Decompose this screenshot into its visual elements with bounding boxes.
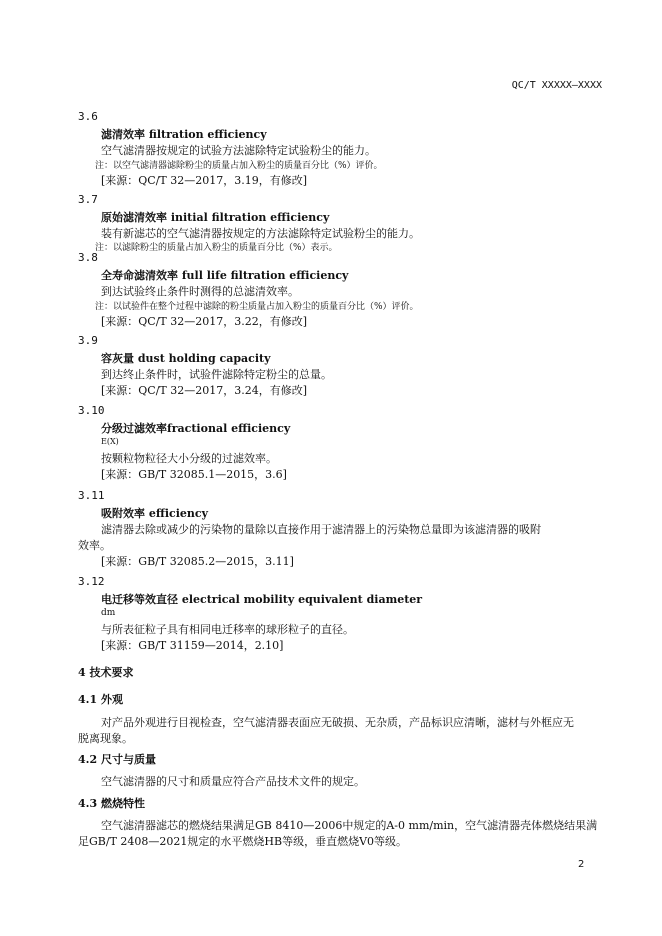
term-number: 3.12 bbox=[78, 575, 105, 588]
page-number: 2 bbox=[578, 859, 585, 870]
term-number: 3.7 bbox=[78, 193, 98, 206]
term-definition: 到达终止条件时，试验件滤除特定粉尘的总量。 bbox=[101, 368, 332, 381]
term-title: 吸附效率 efficiency bbox=[101, 507, 208, 520]
term-note: 注：以空气滤清器滤除粉尘的质量占加入粉尘的质量百分比（%）评价。 bbox=[95, 161, 383, 171]
term-title: 分级过滤效率fractional efficiency bbox=[101, 422, 291, 435]
subsection-heading: 4.1 外观 bbox=[78, 693, 123, 706]
subsection-heading: 4.3 燃烧特性 bbox=[78, 797, 145, 810]
term-source: [来源：QC/T 32—2017，3.19，有修改] bbox=[101, 174, 308, 187]
term-number: 3.8 bbox=[78, 251, 98, 264]
term-number: 3.10 bbox=[78, 404, 105, 417]
paragraph-line: 脱离现象。 bbox=[78, 732, 133, 745]
term-note: 注：以试验件在整个过程中滤除的粉尘质量占加入粉尘的质量百分比（%）评价。 bbox=[95, 302, 419, 312]
term-number: 3.9 bbox=[78, 334, 98, 347]
term-title: 全寿命滤清效率 full life filtration efficiency bbox=[101, 269, 349, 282]
term-number: 3.6 bbox=[78, 110, 98, 123]
term-note: 注：以滤除粉尘的质量占加入粉尘的质量百分比（%）表示。 bbox=[95, 243, 338, 253]
term-title: 原始滤清效率 initial filtration efficiency bbox=[101, 211, 330, 224]
term-definition: 装有新滤芯的空气滤清器按规定的方法滤除特定试验粉尘的能力。 bbox=[101, 227, 420, 240]
term-definition: 滤清器去除或减少的污染物的量除以直接作用于滤清器上的污染物总量即为该滤清器的吸附 bbox=[101, 523, 541, 536]
term-source: [来源：QC/T 32—2017，3.24，有修改] bbox=[101, 384, 308, 397]
term-title: 滤清效率 filtration efficiency bbox=[101, 128, 267, 141]
term-source: [来源：GB/T 32085.1—2015，3.6] bbox=[101, 468, 287, 481]
term-definition: 按颗粒物粒径大小分级的过滤效率。 bbox=[101, 452, 277, 465]
section-heading: 4 技术要求 bbox=[78, 666, 134, 679]
term-source: [来源：GB/T 32085.2—2015，3.11] bbox=[101, 555, 294, 568]
paragraph-line: 足GB/T 2408—2021规定的水平燃烧HB等级，垂直燃烧V0等级。 bbox=[78, 835, 408, 848]
paragraph-line: 对产品外观进行目视检查，空气滤清器表面应无破损、无杂质，产品标识应清晰，滤材与外框应无 bbox=[101, 716, 574, 729]
term-number: 3.11 bbox=[78, 489, 105, 502]
term-definition: 到达试验终止条件时测得的总滤清效率。 bbox=[101, 285, 299, 298]
term-definition: 空气滤清器按规定的试验方法滤除特定试验粉尘的能力。 bbox=[101, 144, 376, 157]
term-symbol: dm bbox=[101, 608, 116, 618]
paragraph-line: 空气滤清器的尺寸和质量应符合产品技术文件的规定。 bbox=[101, 775, 365, 788]
paragraph-line: 空气滤清器滤芯的燃烧结果满足GB 8410—2006中规定的A-0 mm/min，空气滤清器壳体燃烧结果满 bbox=[101, 819, 598, 832]
subsection-heading: 4.2 尺寸与质量 bbox=[78, 753, 156, 766]
term-definition-continued: 效率。 bbox=[78, 539, 111, 552]
term-symbol: E(X) bbox=[101, 437, 119, 446]
document-id-header: QC/T XXXXX—XXXX bbox=[511, 80, 602, 91]
term-definition: 与所表征粒子具有相同电迁移率的球形粒子的直径。 bbox=[101, 623, 354, 636]
term-title: 容灰量 dust holding capacity bbox=[101, 352, 271, 365]
term-title: 电迁移等效直径 electrical mobility equivalent diameter bbox=[101, 593, 423, 606]
term-source: [来源：GB/T 31159—2014，2.10] bbox=[101, 639, 284, 652]
term-source: [来源：QC/T 32—2017，3.22，有修改] bbox=[101, 315, 308, 328]
